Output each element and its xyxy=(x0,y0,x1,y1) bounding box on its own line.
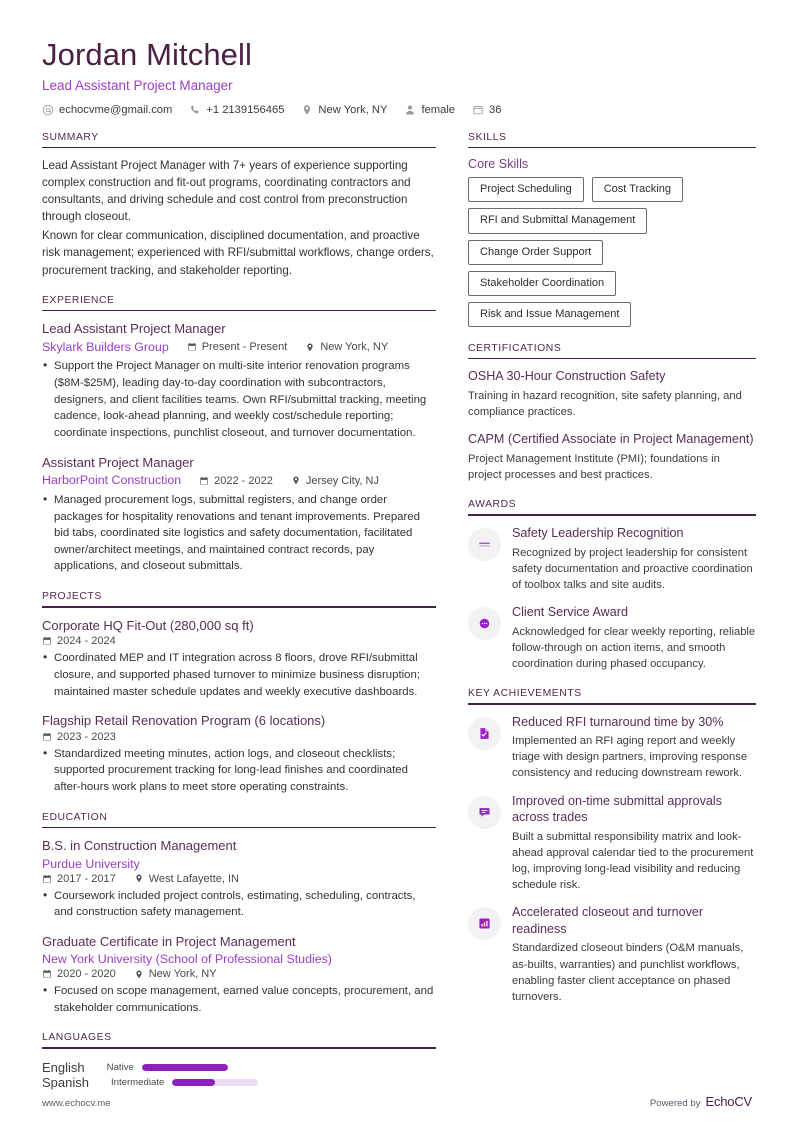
language-proficiency-fill xyxy=(142,1064,228,1071)
project-entry xyxy=(42,617,436,700)
education-school: New York University (School of Professional Studies) xyxy=(42,952,332,967)
project-meta xyxy=(42,635,436,647)
experience-location-value: Jersey City, NJ xyxy=(305,474,379,487)
right-column xyxy=(468,132,756,1021)
contact-gender-value: female xyxy=(421,103,456,116)
location-pin-icon xyxy=(301,104,313,116)
resume-header xyxy=(42,36,752,116)
location-pin-icon xyxy=(291,475,301,486)
education-meta xyxy=(42,968,436,980)
experience-organization: HarborPoint Construction xyxy=(42,473,182,488)
at-email-icon xyxy=(42,104,54,116)
education-degree: B.S. in Construction Management xyxy=(42,838,237,854)
language-proficiency-bar xyxy=(172,1079,258,1086)
certification-name: CAPM (Certified Associate in Project Management) xyxy=(468,432,754,447)
skill-chip: Change Order Support xyxy=(468,240,603,265)
education-degree: Graduate Certificate in Project Management xyxy=(42,933,296,949)
left-column xyxy=(42,132,436,1106)
education-location xyxy=(134,968,217,980)
bullet: • Support the Project Manager on multi-site interior renovation programs ($8M-$25M), leading day-to-day coordination with subcontractors, designers, and client facilities teams. Own RFI/submittal tracking, meeting cadence, look-ahead planning, and weekly cost/schedule reporting; coordinate inspections, punchlist closeout, and turnover documentation. xyxy=(42,358,436,441)
education-entry xyxy=(42,837,436,921)
achievement-item xyxy=(468,714,756,782)
speech-bubble-icon xyxy=(468,796,501,829)
certification-name: OSHA 30-Hour Construction Safety xyxy=(468,369,666,384)
equals-lines-icon xyxy=(468,528,501,561)
contact-age-value: 36 xyxy=(489,103,502,116)
experience-location-value: New York, NY xyxy=(320,341,389,354)
achievement-name: Accelerated closeout and turnover readiness xyxy=(512,905,704,936)
education-bullets xyxy=(42,888,436,921)
bullet: • Coordinated MEP and IT integration across 8 floors, drove RFI/submittal closure, and supported phased turnover to minimize business disruption; maintained master schedule updates and weekly executive dashboards. xyxy=(42,650,436,700)
language-proficiency-fill xyxy=(172,1079,215,1086)
ellipsis-circle-icon xyxy=(468,607,501,640)
contact-row xyxy=(42,104,752,116)
education-dates-value: 2020 - 2020 xyxy=(57,968,116,981)
bullet: • Standardized meeting minutes, action logs, and closeout checklists; supported procurement tracking for long-lead finishes and coordinated after-hours work plans to meet store operating constraints. xyxy=(42,746,436,796)
calendar-icon xyxy=(42,873,52,884)
achievement-item xyxy=(468,793,756,894)
language-level: Native xyxy=(106,1061,134,1073)
contact-location xyxy=(301,104,387,116)
section-rule xyxy=(42,827,436,829)
resume-body xyxy=(42,131,756,1106)
experience-dates xyxy=(199,475,273,487)
languages-row xyxy=(42,1058,436,1090)
language-item xyxy=(42,1075,258,1090)
calendar-icon xyxy=(42,731,52,742)
candidate-name: Jordan Mitchell xyxy=(42,37,252,72)
section-skills xyxy=(468,132,756,327)
project-name: Corporate HQ Fit-Out (280,000 sq ft) xyxy=(42,617,254,633)
project-bullets xyxy=(42,650,436,700)
section-title-certifications: CERTIFICATIONS xyxy=(468,342,562,354)
experience-meta xyxy=(42,472,436,489)
section-title-experience: EXPERIENCE xyxy=(42,294,115,306)
award-item xyxy=(468,525,756,593)
achievement-name: Improved on-time submittal approvals across trades xyxy=(512,793,722,825)
experience-location xyxy=(291,475,379,487)
candidate-job-title: Lead Assistant Project Manager xyxy=(42,78,233,94)
certification-item xyxy=(468,431,756,483)
project-dates xyxy=(42,635,116,647)
bullet: • Managed procurement logs, submittal registers, and change order packages for hospitality renovations and tenant improvements. Prepared bid tabs, coordinated site logistics and safety documentation, facilitated owner/architect meetings, and maintained contract records, pay applications, and closeout submittals. xyxy=(42,492,436,575)
achievement-description: Standardized closeout binders (O&M manuals, as-builts, warranties) and punchlist workflows, enabling faster client acceptance on phased turnovers. xyxy=(512,942,744,1003)
section-rule xyxy=(468,147,756,149)
summary-paragraph: Known for clear communication, disciplined documentation, and proactive risk management; experienced with RFI/submittal workflows, change orders, procurement tracking, and stakeholder reporting. xyxy=(42,229,434,277)
section-rule xyxy=(468,703,756,705)
achievement-body xyxy=(512,793,756,894)
achievement-item xyxy=(468,904,756,1005)
contact-location-value: New York, NY xyxy=(318,103,388,116)
education-meta xyxy=(42,873,436,885)
section-rule xyxy=(42,606,436,608)
certification-item xyxy=(468,368,756,420)
page-footer xyxy=(42,1094,752,1109)
section-key-achievements xyxy=(468,688,756,1005)
award-name: Client Service Award xyxy=(512,604,628,619)
skill-chip: Risk and Issue Management xyxy=(468,302,631,327)
experience-dates-value: 2022 - 2022 xyxy=(214,474,273,487)
phone-icon xyxy=(189,104,201,116)
certification-description: Project Management Institute (PMI); foundations in project processes and best practices. xyxy=(468,453,720,482)
project-entry xyxy=(42,712,436,795)
achievement-description: Implemented an RFI aging report and weekly triage with design partners, improving response consistency and reducing downstream rework. xyxy=(512,735,748,780)
footer-website[interactable]: www.echocv.me xyxy=(42,1098,111,1109)
language-name: Spanish xyxy=(42,1074,89,1090)
project-dates-value: 2023 - 2023 xyxy=(57,730,116,743)
section-languages xyxy=(42,1032,436,1090)
award-body xyxy=(512,604,756,672)
experience-role: Lead Assistant Project Manager xyxy=(42,321,226,337)
achievement-body xyxy=(512,904,756,1005)
experience-organization: Skylark Builders Group xyxy=(42,339,169,354)
person-icon xyxy=(404,104,416,116)
experience-bullets xyxy=(42,492,436,575)
project-dates xyxy=(42,731,116,743)
language-name: English xyxy=(42,1059,85,1075)
bullet: • Coursework included project controls, estimating, scheduling, contracts, and construction safety management. xyxy=(42,888,436,921)
award-description: Recognized by project leadership for consistent safety documentation and proactive coordination of toolbox talks and site audits. xyxy=(512,546,753,591)
education-entry xyxy=(42,933,436,1017)
location-pin-icon xyxy=(134,873,144,884)
location-pin-icon xyxy=(305,342,315,353)
section-title-education: EDUCATION xyxy=(42,811,108,823)
skills-chip-list xyxy=(468,177,756,326)
section-title-skills: SKILLS xyxy=(468,131,507,143)
section-projects xyxy=(42,591,436,796)
footer-branding xyxy=(650,1094,752,1109)
contact-email[interactable] xyxy=(42,104,172,116)
summary-paragraph: Lead Assistant Project Manager with 7+ years of experience supporting complex construction and fit-out programs, coordinating contractors and consultants, and driving schedule and cost control from preconstruction through closeout. xyxy=(42,159,411,224)
bar-chart-icon xyxy=(468,907,501,940)
education-dates-value: 2017 - 2017 xyxy=(57,872,116,885)
section-rule xyxy=(42,1047,436,1049)
skill-chip: Project Scheduling xyxy=(468,177,584,202)
contact-email-value: echocvme@gmail.com xyxy=(59,103,173,116)
bullet: • Focused on scope management, earned value concepts, procurement, and stakeholder communications. xyxy=(42,983,436,1016)
project-name: Flagship Retail Renovation Program (6 locations) xyxy=(42,713,326,729)
education-school: Purdue University xyxy=(42,856,140,871)
education-bullets xyxy=(42,983,436,1016)
experience-entry xyxy=(42,320,436,441)
education-location-value: West Lafayette, IN xyxy=(148,872,240,885)
language-item xyxy=(42,1060,228,1075)
achievement-name: Reduced RFI turnaround time by 30% xyxy=(512,714,724,729)
section-title-key-achievements: KEY ACHIEVEMENTS xyxy=(468,687,582,699)
section-rule xyxy=(468,358,756,360)
section-rule xyxy=(468,514,756,516)
education-dates xyxy=(42,873,116,885)
project-bullets xyxy=(42,746,436,796)
experience-bullets xyxy=(42,358,436,441)
award-item xyxy=(468,604,756,672)
section-awards xyxy=(468,499,756,672)
achievement-description: Built a submittal responsibility matrix and look-ahead approval calendar tied to the procurement log, improving long-lead visibility and reducing schedule risk. xyxy=(512,830,754,892)
footer-brand: EchoCV xyxy=(705,1094,752,1109)
section-title-awards: AWARDS xyxy=(468,499,517,511)
experience-dates xyxy=(187,341,288,353)
section-experience xyxy=(42,295,436,576)
calendar-icon xyxy=(42,969,52,980)
award-name: Safety Leadership Recognition xyxy=(512,525,684,540)
contact-age xyxy=(472,104,501,116)
document-check-icon xyxy=(468,717,501,750)
education-dates xyxy=(42,968,116,980)
contact-phone[interactable] xyxy=(189,104,284,116)
calendar-icon xyxy=(187,342,197,353)
skill-chip: Stakeholder Coordination xyxy=(468,271,616,296)
section-title-projects: PROJECTS xyxy=(42,591,102,603)
experience-entry xyxy=(42,454,436,575)
footer-powered-by-label: Powered by xyxy=(649,1098,701,1109)
experience-meta xyxy=(42,339,436,356)
location-pin-icon xyxy=(134,969,144,980)
award-description: Acknowledged for clear weekly reporting, reliable follow-through on action items, and smooth coordination during phased occupancy. xyxy=(512,625,756,670)
section-title-summary: SUMMARY xyxy=(42,131,99,143)
contact-gender xyxy=(404,104,455,116)
skill-chip: RFI and Submittal Management xyxy=(468,208,647,233)
section-education xyxy=(42,812,436,1017)
section-summary xyxy=(42,132,436,279)
section-certifications xyxy=(468,343,756,484)
education-location xyxy=(134,873,239,885)
calendar-icon xyxy=(42,636,52,647)
contact-phone-value: +1 2139156465 xyxy=(206,103,285,116)
experience-role: Assistant Project Manager xyxy=(42,454,194,470)
award-body xyxy=(512,525,756,593)
certification-description: Training in hazard recognition, site safety planning, and compliance practices. xyxy=(468,390,742,419)
language-level: Intermediate xyxy=(110,1076,165,1088)
section-rule xyxy=(42,310,436,312)
section-title-languages: LANGUAGES xyxy=(42,1032,112,1044)
experience-dates-value: Present - Present xyxy=(201,341,288,354)
project-meta xyxy=(42,731,436,743)
calendar-icon xyxy=(472,104,484,116)
language-proficiency-bar xyxy=(142,1064,228,1071)
section-rule xyxy=(42,147,436,149)
project-dates-value: 2024 - 2024 xyxy=(57,635,116,648)
experience-location xyxy=(305,341,388,353)
achievement-body xyxy=(512,714,756,782)
skill-chip: Cost Tracking xyxy=(592,177,683,202)
calendar-icon xyxy=(199,475,209,486)
skills-group-title: Core Skills xyxy=(468,157,529,172)
education-location-value: New York, NY xyxy=(148,968,217,981)
